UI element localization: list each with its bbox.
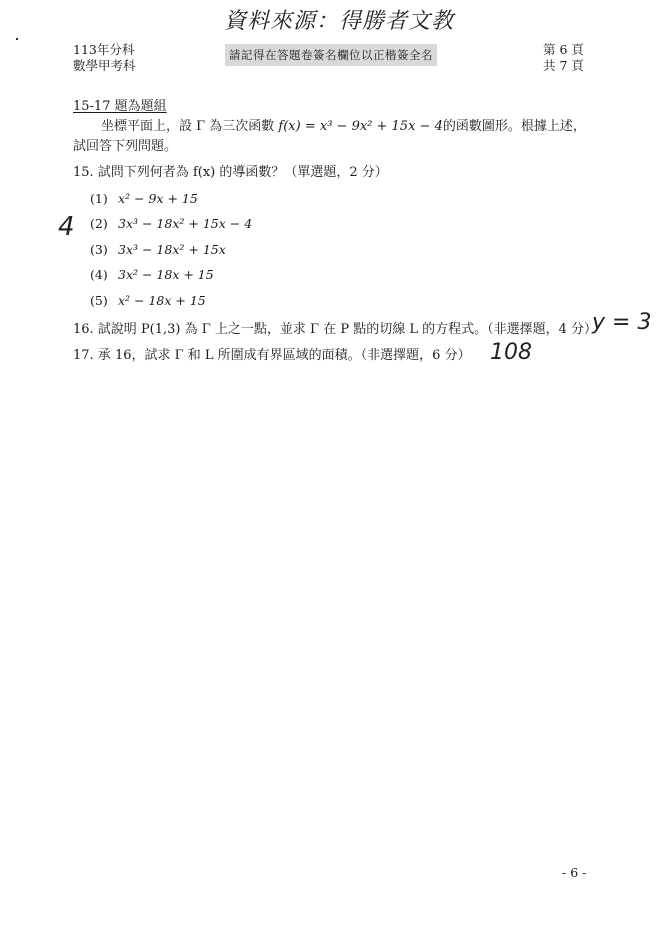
intro-prefix: 坐標平面上，設 Γ 為三次函數 bbox=[101, 119, 279, 134]
option-expression: x² − 18x + 15 bbox=[118, 293, 206, 308]
source-watermark: 資料來源：得勝者文教 bbox=[224, 9, 455, 34]
exam-year: 113年分科 bbox=[73, 42, 135, 57]
intro-suffix: 的函數圖形。根據上述，試回答下列問題。 bbox=[73, 119, 586, 154]
q16-handwritten-answer: y = 3 bbox=[592, 310, 652, 335]
option-number: (5) bbox=[90, 293, 108, 308]
intro-function: f(x) = x³ − 9x² + 15x − 4 bbox=[278, 119, 443, 134]
question-16: 16. 試說明 P(1,3) 為 Γ 上之一點，並求 Γ 在 P 點的切線 L 的方程式。（非選擇題，4 分） bbox=[73, 322, 598, 337]
question-15: 15. 試問下列何者為 f(x) 的導函數？（單選題，2 分） bbox=[73, 165, 388, 180]
page-number: - 6 - bbox=[562, 865, 587, 880]
q15-option-1 bbox=[90, 191, 198, 206]
q15-option-4 bbox=[90, 267, 214, 282]
page-of: 第 6 頁 bbox=[543, 42, 584, 57]
q15-option-2 bbox=[90, 216, 252, 231]
option-number: (1) bbox=[90, 191, 108, 206]
section-intro bbox=[73, 117, 593, 157]
signature-reminder-banner: 請記得在答題卷簽名欄位以正楷簽全名 bbox=[225, 44, 437, 66]
option-expression: 3x³ − 18x² + 15x − 4 bbox=[118, 216, 253, 231]
option-number: (3) bbox=[90, 242, 108, 257]
page-total: 共 7 頁 bbox=[543, 58, 584, 73]
header-right bbox=[543, 42, 584, 74]
q17-handwritten-answer: 108 bbox=[490, 340, 532, 365]
option-number: (4) bbox=[90, 267, 108, 282]
option-number: (2) bbox=[90, 216, 108, 231]
option-expression: x² − 9x + 15 bbox=[118, 191, 198, 206]
question-17: 17. 承 16，試求 Γ 和 L 所圍成有界區域的面積。（非選擇題，6 分） bbox=[73, 348, 471, 363]
stray-dot bbox=[16, 38, 18, 40]
option-expression: 3x³ − 18x² + 15x bbox=[118, 242, 226, 257]
header-left bbox=[73, 42, 136, 74]
section-title: 15-17 題為題組 bbox=[73, 99, 167, 114]
q15-option-5 bbox=[90, 293, 206, 308]
option-expression: 3x² − 18x + 15 bbox=[118, 267, 214, 282]
exam-subject: 數學甲考科 bbox=[73, 58, 136, 73]
q15-handwritten-answer: 4 bbox=[58, 212, 75, 242]
q15-option-3 bbox=[90, 242, 226, 257]
